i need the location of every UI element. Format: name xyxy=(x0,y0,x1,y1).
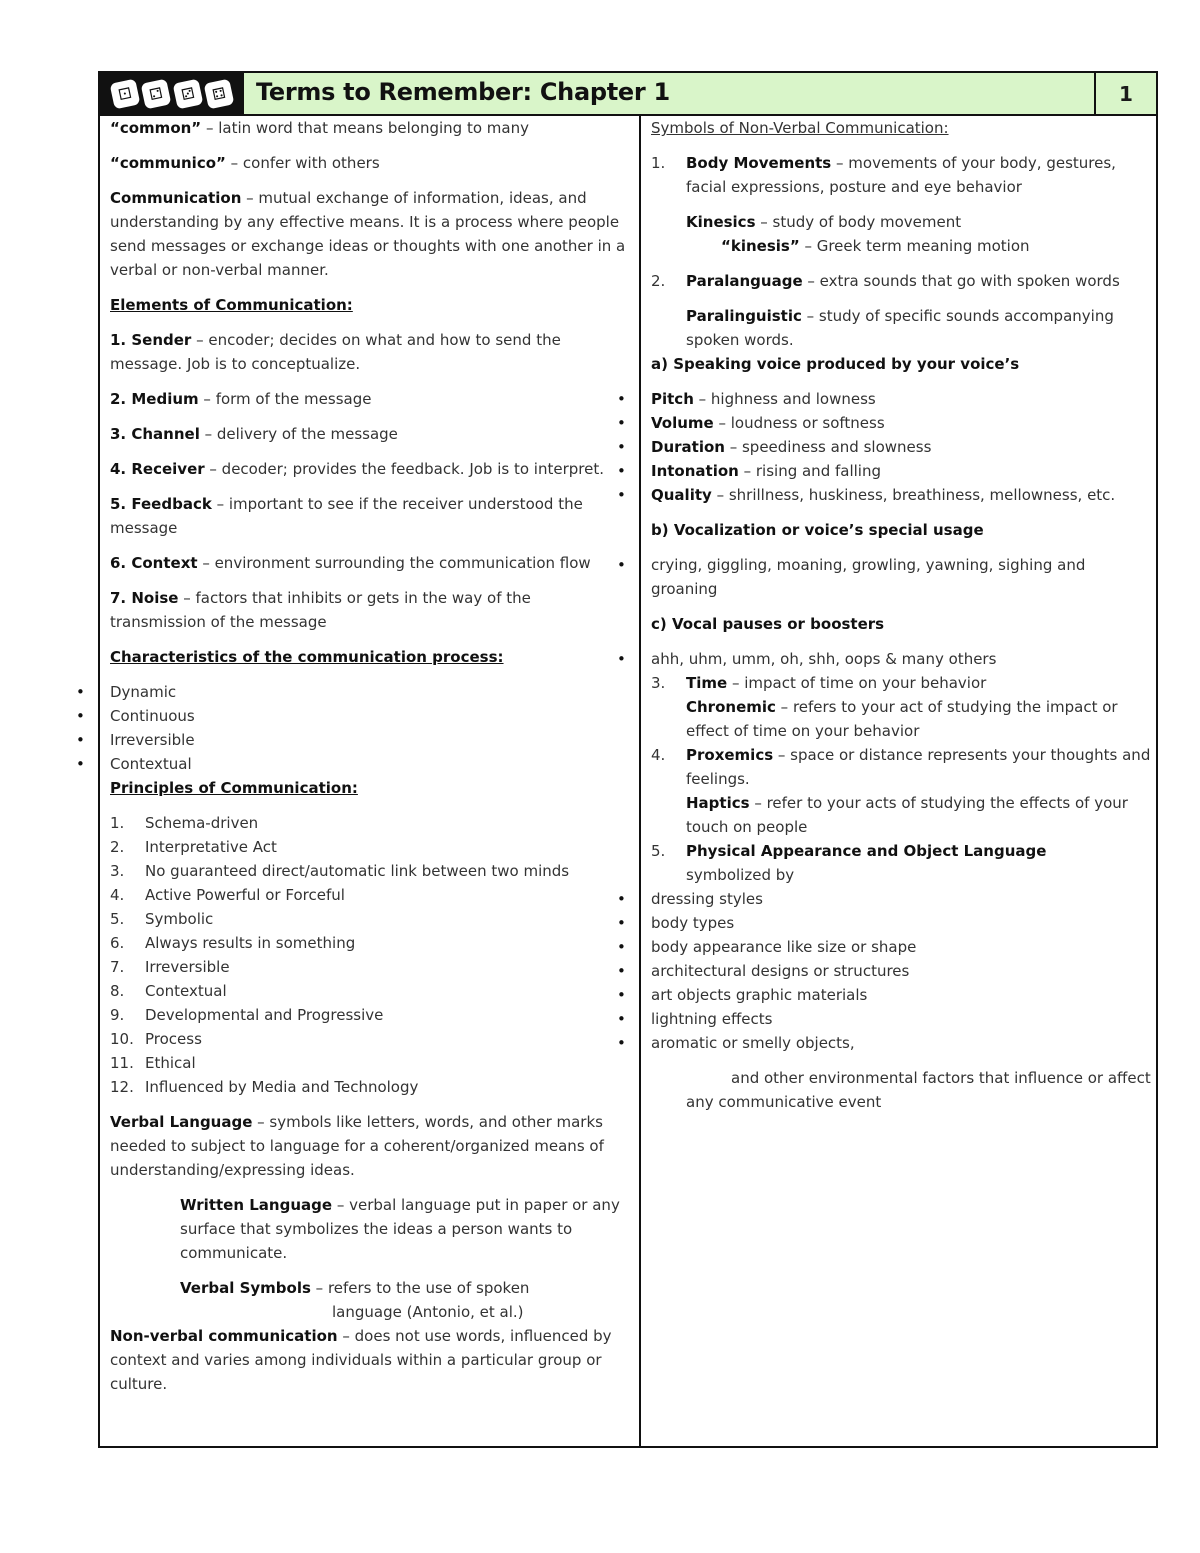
left-column xyxy=(110,116,630,1396)
symbol-proxemics: 4. Proxemics – space or distance represents your thoughts and feelings. xyxy=(651,746,1151,788)
principles-heading: Principles of Communication: xyxy=(110,779,358,797)
header-bar xyxy=(100,73,1156,116)
vocalization-list xyxy=(651,553,1151,601)
list-item: • Intonation – rising and falling xyxy=(651,459,1151,483)
element-item: 7. Noise – factors that inhibits or gets in the way of the transmission of the message xyxy=(110,589,531,631)
list-item: 9. Developmental and Progressive xyxy=(110,1006,384,1024)
symbol-body-movements: 1. Body Movements – movements of your body, gestures, facial expressions, posture and eye behavior xyxy=(651,154,1116,196)
right-column xyxy=(651,116,1151,1114)
dice-icon: ⚃ xyxy=(204,78,235,109)
list-item: 5. Symbolic xyxy=(110,910,214,928)
list-item: • Quality – shrillness, huskiness, breathiness, mellowness, etc. xyxy=(651,483,1151,507)
list-item: 7. Irreversible xyxy=(110,958,230,976)
list-item: 8. Contextual xyxy=(110,982,227,1000)
symbol-paralanguage: 2. Paralanguage – extra sounds that go with spoken words xyxy=(651,272,1120,290)
page-number: 1 xyxy=(1094,73,1156,114)
list-item: • Irreversible xyxy=(110,728,630,752)
list-item: 6. Always results in something xyxy=(110,934,356,952)
term-communication: Communication – mutual exchange of information, ideas, and understanding by any effective means. It is a process where people send messages or exchange ideas or thoughts with one another in a verbal or non-verbal manner. xyxy=(110,189,626,279)
voice-heading: a) Speaking voice produced by your voice’s xyxy=(651,355,1020,373)
list-item: • Continuous xyxy=(110,704,630,728)
list-item: • body appearance like size or shape xyxy=(651,935,1151,959)
header-icons xyxy=(100,73,244,114)
list-item: • Dynamic xyxy=(110,680,630,704)
list-item: • Pitch – highness and lowness xyxy=(651,387,1151,411)
document-sheet xyxy=(98,71,1158,1448)
elements-heading: Elements of Communication: xyxy=(110,296,353,314)
element-item: 6. Context – environment surrounding the communication flow xyxy=(110,554,591,572)
dice-icon: ⚁ xyxy=(141,78,172,109)
element-item: 5. Feedback – important to see if the receiver understood the message xyxy=(110,495,583,537)
term-common: “common” – latin word that means belonging to many xyxy=(110,119,529,137)
pauses-list xyxy=(651,647,1151,671)
closing-text: and other environmental factors that influence or affect any communicative event xyxy=(686,1069,1151,1111)
list-item: • dressing styles xyxy=(651,887,1151,911)
term-kinesis: “kinesis” – Greek term meaning motion xyxy=(721,237,1030,255)
list-item: 1. Schema-driven xyxy=(110,814,259,832)
list-item: 2. Interpretative Act xyxy=(110,838,277,856)
term-haptics: Haptics – refer to your acts of studying the effects of your touch on people xyxy=(686,794,1128,836)
list-item: • Contextual xyxy=(110,752,630,776)
column-divider xyxy=(639,116,641,1448)
dice-icon: ⚀ xyxy=(109,78,140,109)
list-item: • body types xyxy=(651,911,1151,935)
term-nonverbal: Non-verbal communication – does not use words, influenced by context and varies among individuals within a particular group or culture. xyxy=(110,1327,612,1393)
term-verbal-language: Verbal Language – symbols like letters, words, and other marks needed to subject to language for a coherent/organized means of understanding/expressing ideas. xyxy=(110,1113,604,1179)
element-item: 1. Sender – encoder; decides on what and how to send the message. Job is to conceptualize. xyxy=(110,331,561,373)
term-chronemic: Chronemic – refers to your act of studying the impact or effect of time on your behavior xyxy=(686,698,1118,740)
element-item: 3. Channel – delivery of the message xyxy=(110,425,398,443)
element-item: 4. Receiver – decoder; provides the feedback. Job is to interpret. xyxy=(110,460,604,478)
list-item: 4. Active Powerful or Forceful xyxy=(110,886,345,904)
symbol-time: 3. Time – impact of time on your behavior xyxy=(651,674,987,692)
vocalization-heading: b) Vocalization or voice’s special usage xyxy=(651,521,984,539)
list-item: • architectural designs or structures xyxy=(651,959,1151,983)
characteristics-list xyxy=(110,680,630,776)
list-item: • crying, giggling, moaning, growling, yawning, sighing and groaning xyxy=(651,553,1151,601)
verbal-symbols-continued: language (Antonio, et al.) xyxy=(332,1303,524,1321)
term-verbal-symbols: Verbal Symbols – refers to the use of spoken xyxy=(180,1279,530,1297)
term-written-language: Written Language – verbal language put in paper or any surface that symbolizes the ideas a person wants to communicate. xyxy=(180,1196,620,1262)
pauses-heading: c) Vocal pauses or boosters xyxy=(651,615,885,633)
list-item: • Volume – loudness or softness xyxy=(651,411,1151,435)
list-item: • lightning effects xyxy=(651,1007,1151,1031)
list-item: 11. Ethical xyxy=(110,1054,196,1072)
voice-list xyxy=(651,387,1151,507)
list-item: 10. Process xyxy=(110,1030,202,1048)
list-item: 12. Influenced by Media and Technology xyxy=(110,1078,419,1096)
term-paralinguistic: Paralinguistic – study of specific sounds accompanying spoken words. xyxy=(686,307,1114,349)
symbol-physical-appearance: 5. Physical Appearance and Object Language symbolized by xyxy=(651,842,1047,884)
principles-list xyxy=(110,811,630,1099)
list-item: • ahh, uhm, umm, oh, shh, oops & many others xyxy=(651,647,1151,671)
list-item: • art objects graphic materials xyxy=(651,983,1151,1007)
nonverbal-heading: Symbols of Non-Verbal Communication: xyxy=(651,119,949,137)
term-communico: “communico” – confer with others xyxy=(110,154,380,172)
term-kinesics: Kinesics – study of body movement xyxy=(686,213,962,231)
dice-icon: ⚂ xyxy=(172,78,203,109)
physical-list xyxy=(651,887,1151,1055)
list-item: 3. No guaranteed direct/automatic link between two minds xyxy=(110,862,570,880)
characteristics-heading: Characteristics of the communication process: xyxy=(110,648,504,666)
element-item: 2. Medium – form of the message xyxy=(110,390,372,408)
list-item: • aromatic or smelly objects, xyxy=(651,1031,1151,1055)
page-title: Terms to Remember: Chapter 1 xyxy=(256,78,670,106)
list-item: • Duration – speediness and slowness xyxy=(651,435,1151,459)
